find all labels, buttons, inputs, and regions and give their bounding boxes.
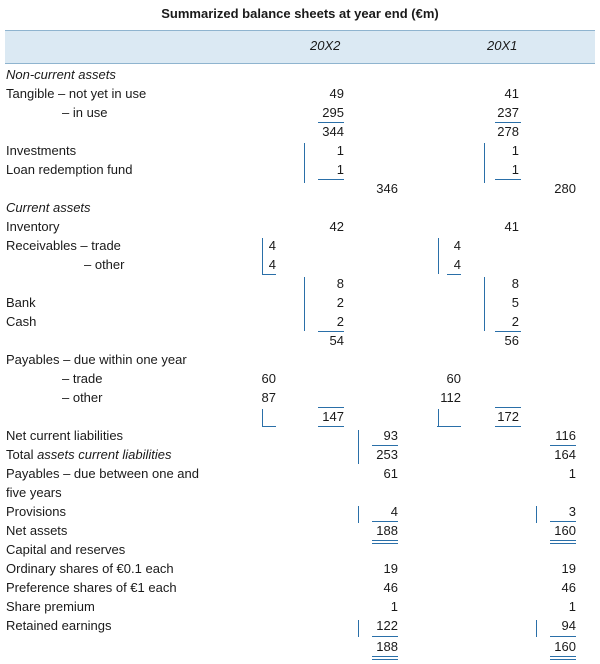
value-20x1: 41 bbox=[504, 86, 519, 101]
value-20x2: 188 bbox=[376, 639, 398, 654]
table-row bbox=[0, 103, 600, 122]
table-row bbox=[0, 464, 600, 483]
table-row bbox=[0, 426, 600, 445]
value-20x2: 1 bbox=[390, 599, 398, 614]
row-label: Retained earnings bbox=[6, 618, 112, 633]
value-20x1: 172 bbox=[497, 409, 519, 424]
row-label: Tangible – not yet in use bbox=[6, 86, 147, 101]
value-20x2: 54 bbox=[329, 333, 344, 348]
total-rule bbox=[550, 656, 576, 657]
subtotal-rule bbox=[318, 407, 344, 408]
value-20x2: 49 bbox=[329, 86, 344, 101]
value-20x1: 280 bbox=[554, 181, 576, 196]
table-row bbox=[0, 559, 600, 578]
value-20x1: 4 bbox=[453, 238, 461, 253]
total-rule bbox=[372, 543, 398, 544]
value-20x2: 2 bbox=[336, 295, 344, 310]
row-label: Preference shares of €1 each bbox=[6, 580, 177, 595]
bracket-rule bbox=[358, 506, 359, 523]
table-row bbox=[0, 407, 600, 426]
table-row bbox=[0, 331, 600, 350]
section-heading: Non-current assets bbox=[6, 67, 116, 82]
row-label: Share premium bbox=[6, 599, 95, 614]
subtotal-rule bbox=[550, 445, 576, 446]
bracket-rule bbox=[358, 620, 359, 637]
column-header-20x2: 20X2 bbox=[310, 38, 341, 53]
row-label-prefix: Total bbox=[6, 447, 38, 462]
value-20x1: 237 bbox=[497, 105, 519, 120]
row-label: Receivables – trade bbox=[6, 238, 121, 253]
value-20x2: 2 bbox=[336, 314, 344, 329]
value-20x1: 164 bbox=[554, 447, 576, 462]
subtotal-rule bbox=[550, 521, 576, 522]
bracket-rule bbox=[438, 409, 439, 426]
bracket-rule bbox=[438, 238, 439, 274]
value-20x1: 19 bbox=[561, 561, 576, 576]
row-label: Cash bbox=[6, 314, 37, 329]
table-row bbox=[0, 293, 600, 312]
value-20x2: 19 bbox=[383, 561, 398, 576]
row-label: – trade bbox=[62, 371, 103, 386]
value-20x2: 1 bbox=[336, 162, 344, 177]
section-heading: Payables – due within one year bbox=[6, 352, 187, 367]
table-row bbox=[0, 274, 600, 293]
total-rule bbox=[550, 540, 576, 541]
value-20x1: 60 bbox=[446, 371, 461, 386]
table-row bbox=[0, 502, 600, 521]
subtotal-rule bbox=[262, 274, 276, 275]
bracket-rule bbox=[536, 620, 537, 637]
subtotal-rule bbox=[262, 426, 276, 427]
subtotal-rule bbox=[495, 426, 521, 427]
value-20x1: 1 bbox=[511, 143, 519, 158]
table-row bbox=[0, 445, 600, 464]
bracket-rule bbox=[304, 277, 305, 331]
bracket-rule bbox=[262, 409, 263, 426]
value-20x2: 46 bbox=[383, 580, 398, 595]
table-row bbox=[0, 388, 600, 407]
value-20x2: 295 bbox=[322, 105, 344, 120]
table-row bbox=[0, 65, 600, 84]
table-row bbox=[0, 578, 600, 597]
table-row bbox=[0, 521, 600, 540]
total-rule bbox=[550, 543, 576, 544]
row-label: – in use bbox=[62, 105, 108, 120]
row-label-italic: assets current liabilities bbox=[37, 447, 172, 462]
table-row bbox=[0, 236, 600, 255]
total-rule bbox=[372, 656, 398, 657]
value-20x1: 56 bbox=[504, 333, 519, 348]
table-row bbox=[0, 141, 600, 160]
table-row bbox=[0, 369, 600, 388]
row-label: Investments bbox=[6, 143, 77, 158]
row-label: – other bbox=[84, 257, 125, 272]
row-label: Ordinary shares of €0.1 each bbox=[6, 561, 174, 576]
value-20x1: 94 bbox=[561, 618, 576, 633]
subtotal-rule bbox=[318, 331, 344, 332]
subtotal-rule bbox=[372, 521, 398, 522]
value-20x1: 112 bbox=[440, 390, 461, 405]
subtotal-rule bbox=[318, 426, 344, 427]
value-20x2: 93 bbox=[383, 428, 398, 443]
value-20x2: 1 bbox=[336, 143, 344, 158]
subtotal-rule bbox=[318, 179, 344, 180]
bracket-rule bbox=[484, 277, 485, 331]
value-20x1: 4 bbox=[453, 257, 461, 272]
value-20x2: 4 bbox=[390, 504, 398, 519]
value-20x2: 4 bbox=[268, 238, 276, 253]
row-label-continued: five years bbox=[6, 485, 62, 500]
table-title: Summarized balance sheets at year end (€m) bbox=[161, 6, 439, 21]
row-label: Bank bbox=[6, 295, 36, 310]
value-20x1: 3 bbox=[568, 504, 576, 519]
value-20x1: 1 bbox=[568, 599, 576, 614]
subtotal-rule bbox=[495, 331, 521, 332]
row-label: – other bbox=[62, 390, 103, 405]
table-row bbox=[0, 637, 600, 656]
table-row bbox=[0, 597, 600, 616]
value-20x2: 344 bbox=[322, 124, 344, 139]
value-20x2: 60 bbox=[261, 371, 276, 386]
value-20x2: 8 bbox=[336, 276, 344, 291]
value-20x2: 122 bbox=[376, 618, 398, 633]
bracket-rule bbox=[536, 506, 537, 523]
subtotal-rule bbox=[318, 122, 344, 123]
bracket-rule bbox=[484, 143, 485, 183]
bracket-rule bbox=[262, 238, 263, 274]
subtotal-rule bbox=[495, 407, 521, 408]
section-heading: Current assets bbox=[6, 200, 91, 215]
value-20x1: 2 bbox=[511, 314, 519, 329]
subtotal-rule bbox=[447, 274, 461, 275]
row-label bbox=[6, 445, 171, 464]
bracket-rule bbox=[358, 430, 359, 464]
value-20x2: 42 bbox=[329, 219, 344, 234]
row-label: Loan redemption fund bbox=[6, 162, 133, 177]
table-row bbox=[0, 312, 600, 331]
value-20x1: 1 bbox=[511, 162, 519, 177]
value-20x2: 346 bbox=[376, 181, 398, 196]
value-20x1: 160 bbox=[554, 523, 576, 538]
value-20x1: 8 bbox=[511, 276, 519, 291]
bracket-rule bbox=[304, 143, 305, 183]
subtotal-rule bbox=[372, 445, 398, 446]
value-20x1: 41 bbox=[504, 219, 519, 234]
table-row bbox=[0, 217, 600, 236]
subtotal-rule bbox=[550, 636, 576, 637]
table-row bbox=[0, 616, 600, 635]
table-row bbox=[0, 160, 600, 179]
table-row bbox=[0, 122, 600, 141]
row-label: Net assets bbox=[6, 523, 68, 538]
value-20x1: 160 bbox=[554, 639, 576, 654]
table-row bbox=[0, 540, 600, 559]
row-label: Net current liabilities bbox=[6, 428, 124, 443]
subtotal-rule bbox=[495, 179, 521, 180]
total-rule bbox=[372, 540, 398, 541]
value-20x1: 116 bbox=[555, 428, 576, 443]
column-header-20x1: 20X1 bbox=[487, 38, 518, 53]
value-20x1: 1 bbox=[568, 466, 576, 481]
value-20x1: 46 bbox=[561, 580, 576, 595]
row-label: Payables – due between one and bbox=[6, 466, 199, 481]
total-rule bbox=[550, 659, 576, 660]
value-20x2: 147 bbox=[322, 409, 344, 424]
value-20x1: 278 bbox=[497, 124, 519, 139]
table-row bbox=[0, 179, 600, 198]
table-row bbox=[0, 483, 600, 502]
table-row bbox=[0, 84, 600, 103]
value-20x2: 253 bbox=[376, 447, 398, 462]
table-row bbox=[0, 255, 600, 274]
subtotal-rule bbox=[437, 426, 461, 427]
subtotal-rule bbox=[495, 122, 521, 123]
section-heading: Capital and reserves bbox=[6, 542, 126, 557]
row-label: Provisions bbox=[6, 504, 66, 519]
value-20x2: 61 bbox=[383, 466, 398, 481]
value-20x2: 87 bbox=[261, 390, 276, 405]
row-label: Inventory bbox=[6, 219, 60, 234]
value-20x2: 188 bbox=[376, 523, 398, 538]
total-rule bbox=[372, 659, 398, 660]
value-20x2: 4 bbox=[268, 257, 276, 272]
table-row bbox=[0, 350, 600, 369]
table-row bbox=[0, 198, 600, 217]
value-20x1: 5 bbox=[511, 295, 519, 310]
subtotal-rule bbox=[372, 636, 398, 637]
